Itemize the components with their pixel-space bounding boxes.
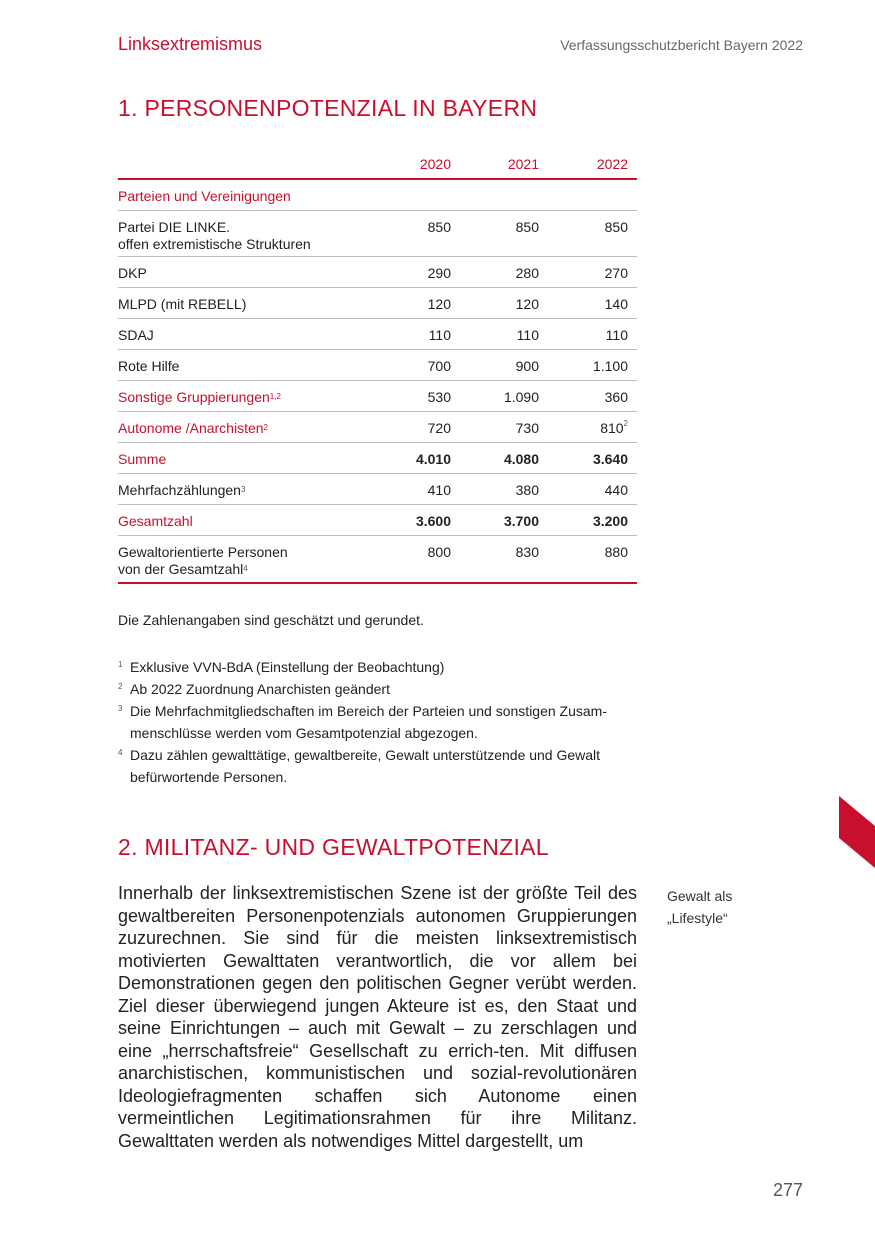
row-label: Gewaltorientierte Personen von der Gesamtzahl$^4$ bbox=[118, 544, 288, 577]
person-potential-table bbox=[118, 148, 637, 584]
table-note: Die Zahlenangaben sind geschätzt und gerundet. bbox=[118, 612, 424, 628]
table-row bbox=[118, 319, 637, 350]
cell-2021: 900 bbox=[515, 358, 539, 374]
cell-2022: 440 bbox=[604, 482, 628, 498]
cell-2020: 120 bbox=[427, 296, 451, 312]
row-label: Summe bbox=[118, 451, 167, 467]
cell-2022: 110 bbox=[605, 327, 628, 343]
footnotes bbox=[118, 656, 638, 788]
row-label: Rote Hilfe bbox=[118, 358, 180, 374]
footnote: 3 Die Mehrfachmitgliedschaften im Bereich der Parteien und sonstigen Zusam-menschlüsse werden vom Gesamtpotenzial abgezogen. bbox=[118, 703, 608, 741]
table-row bbox=[118, 536, 637, 584]
table-row bbox=[118, 288, 637, 319]
row-label: Partei DIE LINKE. offen extremistische Strukturen bbox=[118, 219, 311, 252]
row-label: SDAJ bbox=[118, 327, 154, 343]
cell-2021: 1.090 bbox=[503, 389, 539, 405]
row-label: Sonstige Gruppierungen$^{1,2}$ bbox=[118, 389, 281, 405]
publication-header: Verfassungsschutzbericht Bayern 2022 bbox=[560, 37, 803, 53]
cell-2020: 850 bbox=[427, 219, 451, 235]
cell-2020: 4.010 bbox=[415, 451, 451, 467]
footnote: 2 Ab 2022 Zuordnung Anarchisten geändert bbox=[118, 681, 390, 697]
section-2-body: Innerhalb der linksextremistischen Szene ist der größte Teil des gewaltbereiten Personenpotenzials autonomen Gruppierungen zuzurechnen. Sie sind für die meisten linksextremistisch motivierten Gewalttaten verantwortlich, die vor allem bei Demonstrationen gegen den politischen Gegner verübt werden. Ziel dieser überwiegend jungen Akteure ist es, den Staat und seine Einrichtungen – auch mit Gewalt – zu zerschlagen und eine „herrschaftsfreie“ Gesellschaft zu errich-ten. Mit diffusen anarchistischen, kommunistischen und sozial-revolutionären Ideologiefragmenten schaffen sich Autonome einen vermeintlichen Legitimationsrahmen für ihre Militanz. Gewalttaten werden als notwendiges Mittel dargestellt, um bbox=[118, 883, 637, 1151]
cell-2022: 880 bbox=[604, 544, 628, 560]
year-2020-header: 2020 bbox=[419, 156, 451, 172]
table-header bbox=[118, 148, 637, 180]
footnote: 4 Dazu zählen gewalttätige, gewaltbereite, Gewalt unterstützende und Gewalt befürwortende Personen. bbox=[118, 747, 601, 785]
cell-2020: 800 bbox=[427, 544, 451, 560]
cell-2021: 730 bbox=[515, 420, 539, 436]
cell-2021: 830 bbox=[515, 544, 539, 560]
cell-2020: 3.600 bbox=[415, 513, 451, 529]
group-heading-row bbox=[118, 180, 637, 211]
row-label: Autonome /Anarchisten$^2$ bbox=[118, 420, 268, 436]
cell-2022: $810^2$ bbox=[600, 419, 628, 436]
table-row bbox=[118, 381, 637, 412]
cell-2020: 530 bbox=[427, 389, 451, 405]
table-row-sum bbox=[118, 443, 637, 474]
cell-2022: 1.100 bbox=[592, 358, 628, 374]
row-label: Mehrfachzählungen$^3$ bbox=[118, 482, 246, 498]
cell-2021: 380 bbox=[515, 482, 539, 498]
cell-2021: 120 bbox=[515, 296, 539, 312]
cell-2020: 290 bbox=[427, 265, 451, 281]
row-label: MLPD (mit REBELL) bbox=[118, 296, 247, 312]
cell-2020: 720 bbox=[427, 420, 451, 436]
table-row bbox=[118, 350, 637, 381]
cell-2021: 280 bbox=[515, 265, 539, 281]
chapter-tab-marker bbox=[839, 796, 875, 868]
cell-2021: 3.700 bbox=[503, 513, 539, 529]
cell-2021: 110 bbox=[516, 327, 539, 343]
year-2022-header: 2022 bbox=[596, 156, 628, 172]
cell-2022: 3.640 bbox=[592, 451, 628, 467]
table-row bbox=[118, 211, 637, 257]
chapter-header: Linksextremismus bbox=[118, 34, 263, 54]
table-row bbox=[118, 412, 637, 443]
table-row bbox=[118, 257, 637, 288]
footnote: 1 Exklusive VVN-BdA (Einstellung der Beobachtung) bbox=[118, 659, 445, 675]
year-2021-header: 2021 bbox=[507, 156, 539, 172]
cell-2021: 850 bbox=[515, 219, 539, 235]
table-row-total bbox=[118, 505, 637, 536]
table-row bbox=[118, 474, 637, 505]
cell-2020: 700 bbox=[427, 358, 451, 374]
cell-2022: 850 bbox=[604, 219, 628, 235]
cell-2020: 110 bbox=[428, 327, 451, 343]
margin-note: Gewalt als „Lifestyle“ bbox=[667, 888, 733, 926]
cell-2020: 410 bbox=[427, 482, 451, 498]
cell-2022: 270 bbox=[604, 265, 628, 281]
section-2-title: 2. MILITANZ- UND GEWALTPOTENZIAL bbox=[118, 834, 549, 860]
cell-2021: 4.080 bbox=[503, 451, 539, 467]
cell-2022: 140 bbox=[604, 296, 628, 312]
section-1-title: 1. PERSONENPOTENZIAL IN BAYERN bbox=[118, 95, 538, 121]
page-number: 277 bbox=[772, 1180, 803, 1200]
cell-2022: 3.200 bbox=[592, 513, 628, 529]
row-label: Gesamtzahl bbox=[118, 513, 193, 529]
row-label: DKP bbox=[118, 265, 147, 281]
cell-2022: 360 bbox=[604, 389, 628, 405]
group-heading: Parteien und Vereinigungen bbox=[118, 188, 291, 204]
